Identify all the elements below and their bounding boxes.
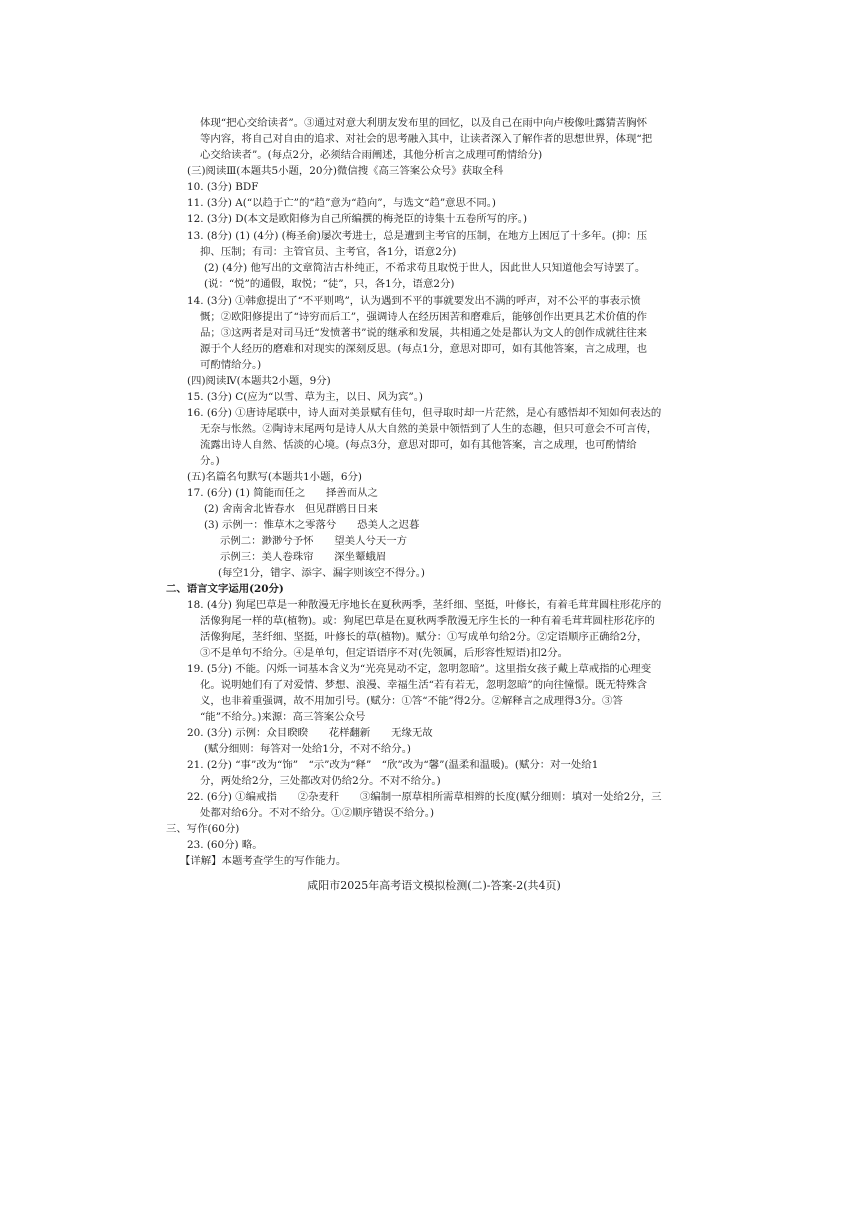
text-line: 三、写作(60分) [166,823,240,835]
text-line: 分，两处给2分，三处都改对仍给2分。不对不给分。) [200,775,441,787]
text-line: 心交给读者”。(每点2分，必须结合雨阐述，其他分析言之成理可酌情给分) [200,149,543,161]
text-line: 源于个人经历的磨难和对现实的深刻反思。(每点1分，意思对即可，如有其他答案，言之成理，也 [200,343,648,355]
text-line: 体现“把心交给读者”。③通过对意大利朋友发布里的回忆，以及自己在雨中向卢梭像吐露猜苦胸怀 [200,117,648,129]
text-line: 11. (3分) A(“以趋于亡”的“趋”意为“趋向”，与选文“趋”意思不同。) [187,197,496,209]
text-line: 无奈与怅然。②陶诗末尾两句是诗人从大自然的美景中领悟到了人生的态趣，但只可意会不可言传， [200,423,658,435]
text-line: 等内容，将自己对自由的追求、对社会的思考融入其中，让读者深入了解作者的思想世界，体现“把 [200,133,653,145]
text-line: 【详解】本题考查学生的写作能力。 [180,855,347,867]
text-line: (说：“悦”的通假，取悦；“徒”，只，各1分，语意2分) [204,278,455,290]
text-line: 可酌情给分。) [200,359,262,371]
text-line: 14. (3分) ①韩愈提出了“不平则鸣”，认为遇到不平的事就要发出不满的呼声，对不公平的事表示愤 [187,295,641,307]
text-line: 处都对给6分。不对不给分。①②顺序错误不给分。) [200,807,435,819]
text-line: 15. (3分) C(应为“以雪、草为主，以日、风为宾”。) [187,391,423,403]
text-line: ③不是单句不给分。④是单句，但定语语序不对(先领属，后形容性短语)扣2分。 [200,647,568,659]
text-line: (五)名篇名句默写(本题共1小题，6分) [187,471,362,483]
text-line: 10. (3分) BDF [187,181,259,193]
text-line: 活像狗尾一样的草(植物)。或：狗尾巴草是在夏秋两季散漫无序生长的一种有着毛茸茸圆柱形花序的 [200,615,655,627]
text-line: 品；③这两者是对司马迁“发愤著书”说的继承和发展，共相通之处是都认为文人的创作成就往往来 [200,327,648,339]
text-line: 化。说明她们有了对爱情、梦想、浪漫、幸福生活“若有若无，忽明忽暗”的向往憧憬。既无特殊含 [200,679,648,691]
page-footer: 咸阳市2025年高考语文模拟检测(二)-答案-2(共4页) [307,879,561,892]
text-line: 13. (8分) (1) (4分) (梅圣俞)屡次考进士，总是遭到主考官的压制，在地方上困厄了十多年。(抑：压 [187,230,648,242]
text-line: (赋分细则：每答对一处给1分，不对不给分。) [204,743,411,755]
text-line: 23. (60分) 略。 [187,839,263,851]
text-line: (每空1分，错字、添字、漏字则该空不得分。) [218,567,425,579]
text-line: 慨；②欧阳修提出了“诗穷而后工”，强调诗人在经历困苦和磨难后，能够创作出更具艺术价值的作 [200,311,648,323]
text-line: 义，也非着重强调，故不用加引号。(赋分：①答“不能”得2分。②解释言之成理得3分。③答 [200,695,623,707]
text-line: 分。) [200,455,220,467]
text-line: 二、语言文字运用(20分) [166,583,284,595]
text-line: (四)阅读Ⅳ(本题共2小题，9分) [187,375,331,387]
text-line: 抑、压制；有司：主管官员、主考官，各1分，语意2分) [200,246,457,258]
text-line: 19. (5分) 不能。闪烁一词基本含义为“光亮晃动不定，忽明忽暗”。这里指女孩子戴上草戒指的心理变 [187,663,652,675]
text-line: 18. (4分) 狗尾巴草是一种散漫无序地长在夏秋两季，茎纤细、坚挺，叶修长，有着毛茸茸圆柱形花序的 [187,599,662,611]
text-line: 示例三：美人卷珠帘 深坐颦蛾眉 [220,551,387,563]
text-line: 21. (2分) “事”改为“饰” “示”改为“释” “欣”改为“馨”(温柔和温暖)。(赋分：对一处给1 [187,759,599,771]
text-line: 活像狗尾，茎纤细、坚挺，叶修长的草(植物)。赋分：①写成单句给2分。②定语顺序正确给2分， [200,631,648,643]
text-line: (2) (4分) 他写出的文章简洁古朴纯正，不希求苟且取悦于世人，因此世人只知道他会写诗罢了。 [204,262,646,274]
text-line: 20. (3分) 示例：众目睽睽 花样翻新 无缘无故 [187,727,433,739]
text-line: 流露出诗人自然、恬淡的心境。(每点3分，意思对即可，如有其他答案，言之成理，也可酌情给 [200,439,637,451]
text-line: “能”不给分。)来源：高三答案公众号 [200,711,366,723]
text-line: 示例二：渺渺兮予怀 望美人兮天一方 [220,535,408,547]
text-line: 17. (6分) (1) 简能而任之 择善而从之 [187,487,378,499]
text-line: 16. (6分) ①唐诗尾联中，诗人面对美景赋有佳句，但寻取时却一片茫然，是心有感悟却不知如何表达的 [187,407,662,419]
text-line: (2) 舍南舍北皆春水 但见群鸥日日来 [204,503,378,515]
text-line: 22. (6分) ①编戒指 ②杂麦秆 ③编制一原草相所需草相辫的长度(赋分细则：填对一处给2分，三 [187,791,662,803]
text-line: (三)阅读Ⅲ(本题共5小题，20分)微信搜《高三答案公众号》获取全科 [187,165,504,177]
text-line: 12. (3分) D(本文是欧阳修为自己所编撰的梅尧臣的诗集十五卷所写的序。) [187,213,528,225]
text-line: (3) 示例一：惟草木之零落兮 恐美人之迟暮 [204,519,420,531]
